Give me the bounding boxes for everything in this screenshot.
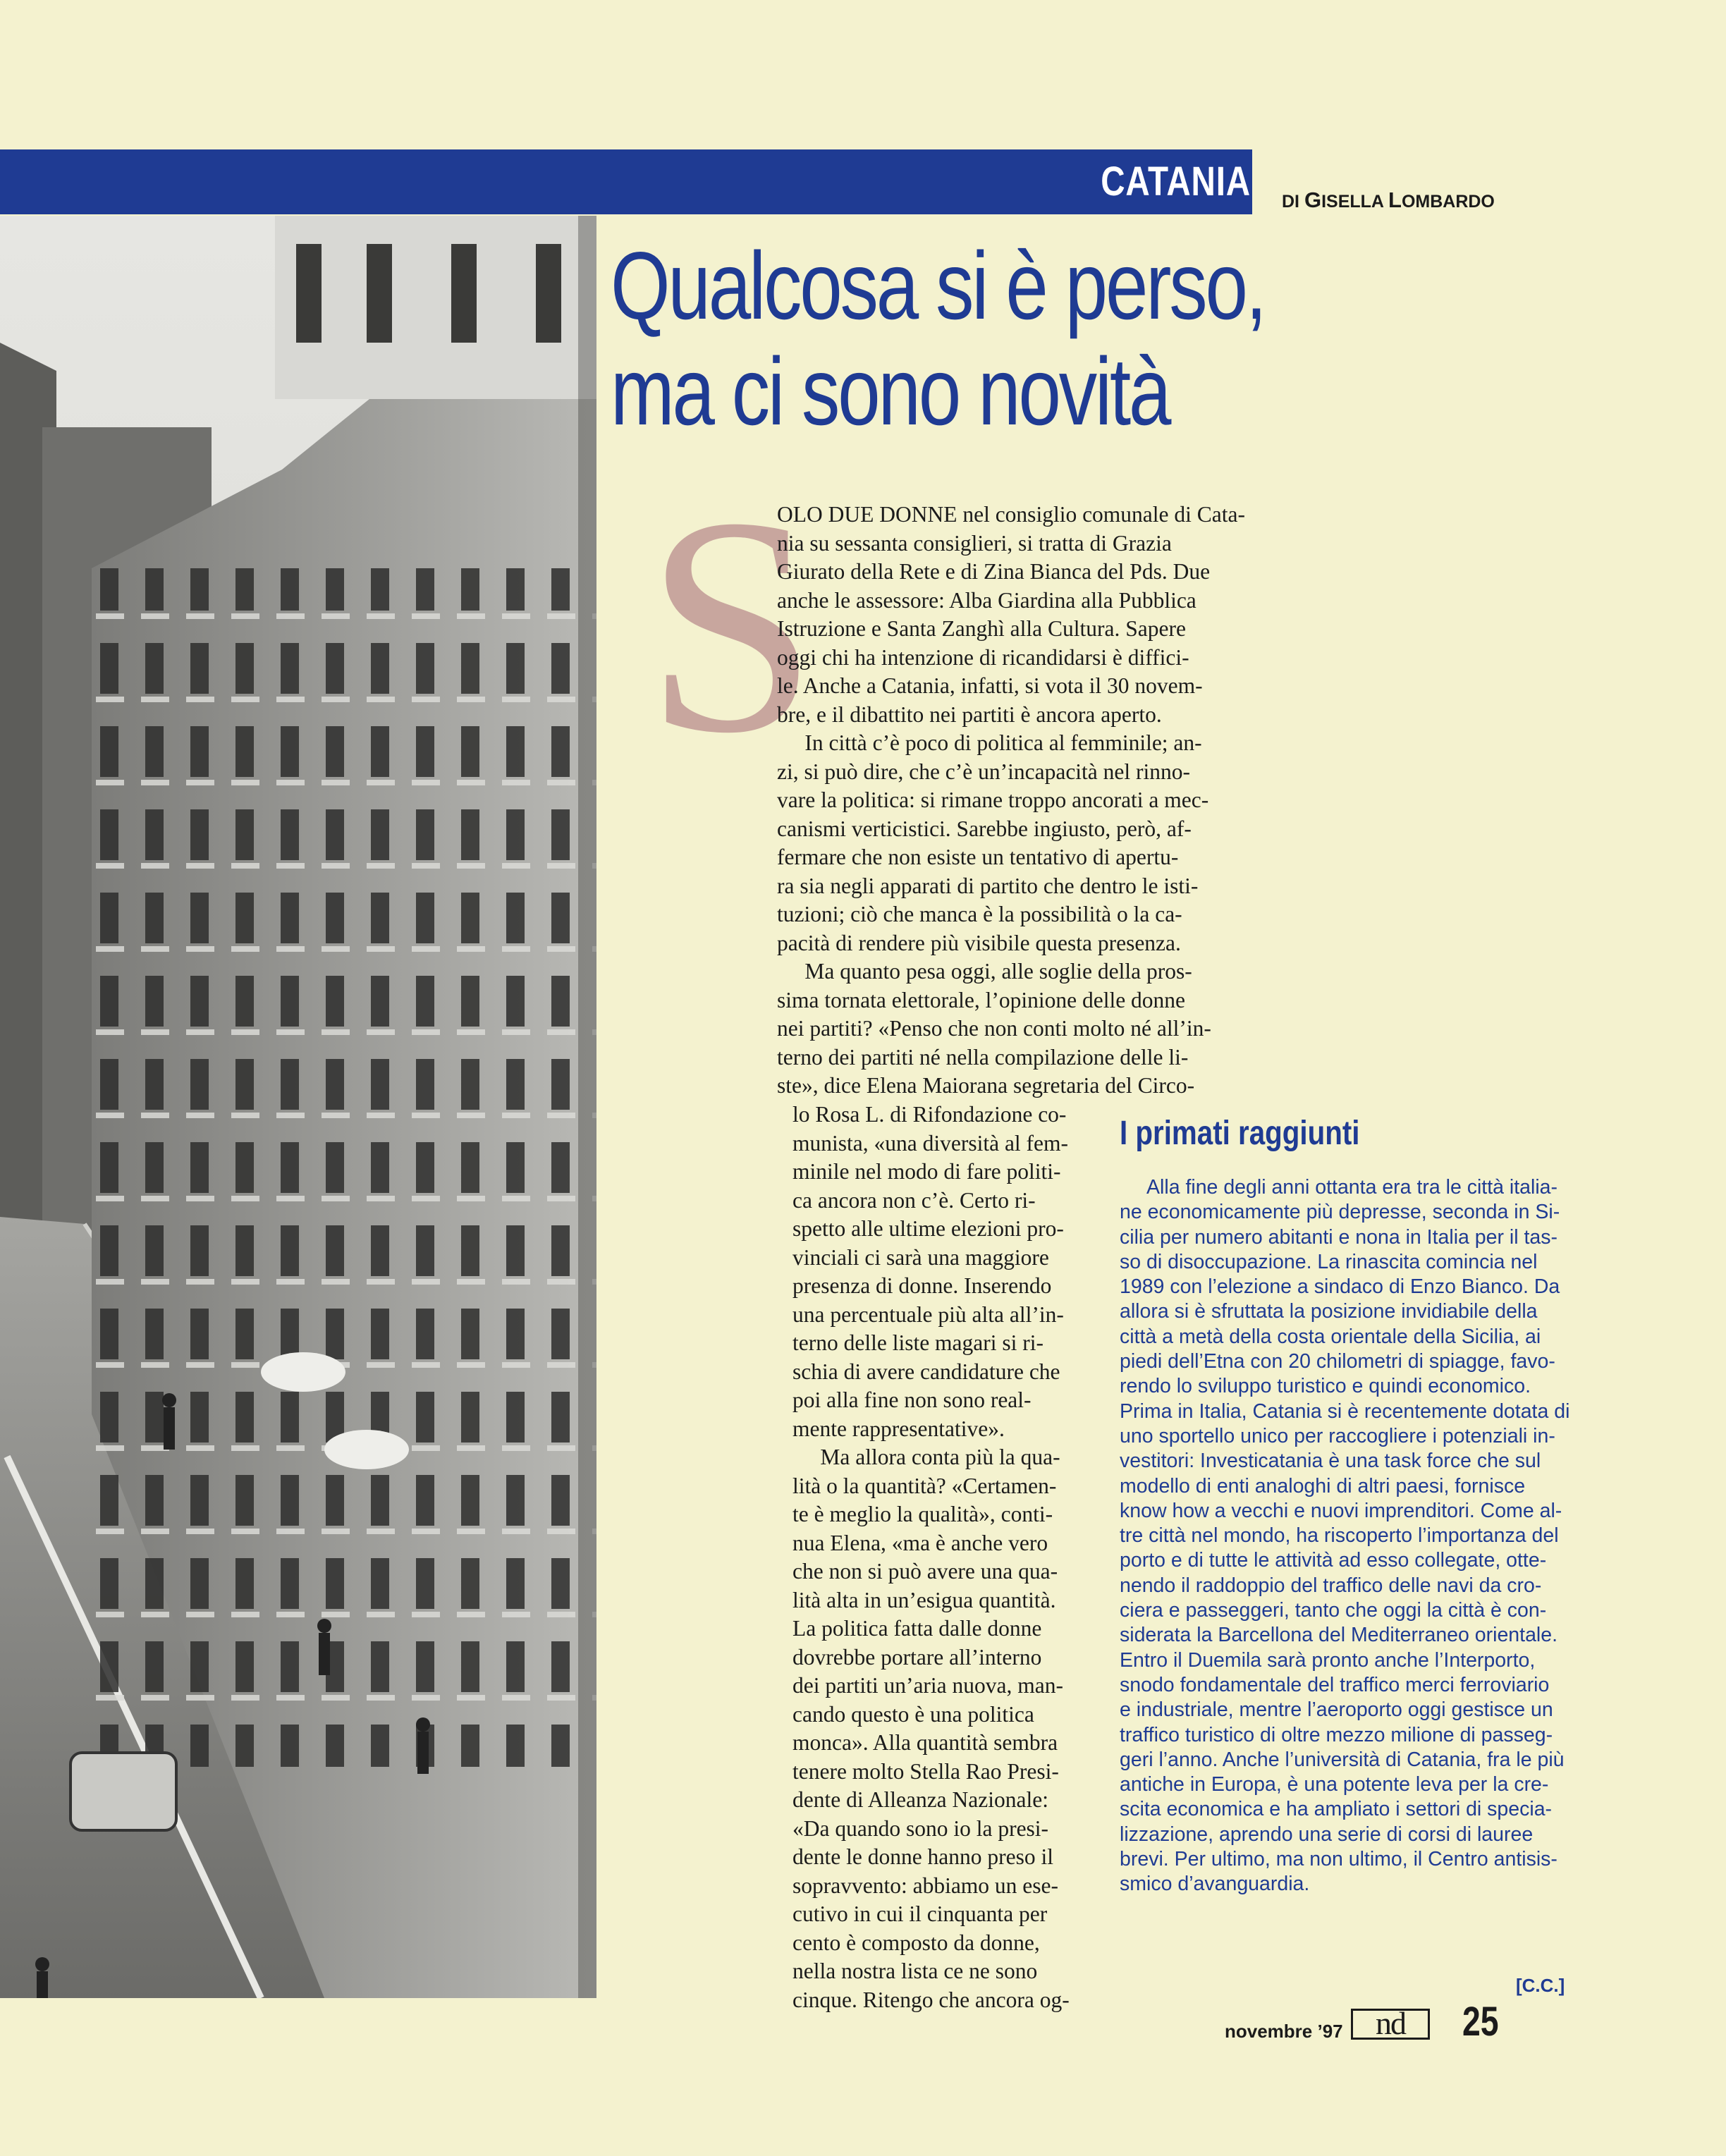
text-line: tre città nel mondo, ha riscoperto l’importanza del [1120, 1524, 1559, 1548]
text-line: lo Rosa L. di Rifondazione co- [792, 1102, 1067, 1127]
magazine-logo: nd [1351, 2009, 1430, 2040]
text-line: ciera e passeggeri, tanto che oggi la città è con- [1120, 1599, 1547, 1622]
page-number: 25 [1462, 1999, 1499, 2045]
section-header-bar [0, 149, 1252, 214]
headline-line-2: ma ci sono novità [611, 338, 1170, 445]
text-line: vare la politica: si rimane troppo ancorati a mec- [777, 788, 1209, 812]
text-line: zi, si può dire, che c’è un’incapacità nel rinno- [777, 759, 1190, 784]
text-line: vinciali ci sarà una maggiore [792, 1244, 1049, 1270]
text-line: monca». Alla quantità sembra [792, 1730, 1058, 1755]
text-line: Entro il Duemila sarà pronto anche l’Interporto, [1120, 1648, 1536, 1672]
text-line: La politica fatta dalle donne [792, 1616, 1042, 1641]
text-line: fermare che non esiste un tentativo di apertu- [777, 845, 1179, 869]
text-line: lità o la quantità? «Certamen- [792, 1473, 1057, 1498]
sidebar-signature: [C.C.] [1516, 1975, 1565, 1996]
text-line: so di disoccupazione. La rinascita comincia nel [1120, 1250, 1538, 1273]
text-line: vestitori: Investicatania è una task force che sul [1120, 1450, 1541, 1473]
text-line: canismi verticistici. Sarebbe ingiusto, però, af- [777, 816, 1192, 841]
text-line: nendo il raddoppio del traffico delle navi da cro- [1120, 1574, 1542, 1597]
text-line: siderata la Barcellona del Mediterraneo orientale. [1120, 1624, 1558, 1647]
text-line: In città c’è poco di politica al femminile; an- [777, 730, 1202, 755]
article-body-narrow [792, 1101, 1070, 2014]
text-line: poi alla fine non sono real- [792, 1388, 1032, 1412]
text-line: cinque. Ritengo che ancora og- [792, 1987, 1070, 2012]
text-line: nella nostra lista ce ne sono [792, 1959, 1038, 1983]
text-line: rendo lo sviluppo turistico e quindi economico. [1120, 1375, 1531, 1398]
text-line: cilia per numero abitanti e nona in Italia per il tas- [1120, 1225, 1558, 1249]
lead-rest: nel consiglio comunale di Cata- [957, 502, 1245, 527]
text-line: «Da quando sono io la presi- [792, 1815, 1049, 1841]
text-line: una percentuale più alta all’in- [792, 1301, 1064, 1327]
text-line: Alla fine degli anni ottanta era tra le città italia- [1120, 1176, 1558, 1199]
text-line: cento è composto da donne, [792, 1930, 1040, 1955]
text-line: nua Elena, «ma è anche vero [792, 1530, 1048, 1555]
text-line: geri l’anno. Anche l’università di Catania, fra le più [1120, 1748, 1565, 1771]
text-line: cando questo è una politica [792, 1701, 1034, 1727]
byline-last-initial: L [1388, 188, 1402, 212]
byline-prefix: DI [1282, 192, 1304, 212]
text-line: dovrebbe portare all’interno [792, 1644, 1042, 1670]
text-line: sima tornata elettorale, l’opinione delle donne [777, 987, 1186, 1012]
text-line: allora si è sfruttata la posizione invidiabile della [1120, 1300, 1538, 1323]
text-line: ca ancora non c’è. Certo ri- [792, 1187, 1036, 1213]
text-line: scita economica e ha ampliato i settori di specia- [1120, 1798, 1553, 1821]
text-line: nia su sessanta consiglieri, si tratta di Grazia [777, 530, 1172, 556]
text-line: snodo fondamentale del traffico merci ferroviario [1120, 1673, 1550, 1696]
drop-cap: S [645, 454, 818, 797]
text-line: spetto alle ultime elezioni pro- [792, 1216, 1064, 1241]
text-line: dente di Alleanza Nazionale: [792, 1787, 1048, 1812]
text-line: te è meglio la qualità», conti- [792, 1502, 1053, 1526]
text-line: sopravvento: abbiamo un ese- [792, 1873, 1059, 1898]
headline-line-1: Qualcosa si è perso, [611, 232, 1265, 339]
text-line: e industriale, mentre l’aeroporto oggi gestisce un [1120, 1698, 1553, 1722]
text-line: ra sia negli apparati di partito che dentro le isti- [777, 873, 1199, 898]
street-photo [0, 216, 596, 1998]
text-line: le. Anche a Catania, infatti, si vota il 30 novem- [777, 673, 1203, 698]
text-line: Ma quanto pesa oggi, alle soglie della pros- [777, 959, 1192, 984]
text-line: terno delle liste magari si ri- [792, 1330, 1044, 1355]
headline [611, 232, 1265, 445]
text-line: ne economicamente più depresse, seconda in Si- [1120, 1201, 1560, 1224]
section-label: CATANIA [1101, 159, 1251, 204]
text-line: lizzazione, aprendo una serie di corsi di lauree [1120, 1823, 1534, 1846]
text-line: dente le donne hanno preso il [792, 1844, 1054, 1869]
text-line: know how a vecchi e nuovi imprenditori. Come al- [1120, 1499, 1562, 1522]
text-line: anche le assessore: Alba Giardina alla Pubblica [777, 587, 1196, 613]
text-line: presenza di donne. Inserendo [792, 1273, 1052, 1298]
byline-first-rest: ISELLA [1321, 192, 1388, 212]
text-line: oggi chi ha intenzione di ricandidarsi è diffici- [777, 644, 1189, 670]
text-line: Istruzione e Santa Zanghì alla Cultura. Sapere [777, 616, 1186, 641]
text-line: Prima in Italia, Catania si è recentemente dotata di [1120, 1399, 1570, 1423]
text-line: bre, e il dibattito nei partiti è ancora aperto. [777, 702, 1162, 727]
byline [1282, 188, 1495, 213]
text-line: tenere molto Stella Rao Presi- [792, 1758, 1059, 1784]
text-line: che non si può avere una qua- [792, 1559, 1058, 1584]
text-line: mente rappresentative». [792, 1416, 1005, 1441]
lead-small-caps: OLO DUE DONNE [777, 502, 957, 527]
text-line: schia di avere candidature che [792, 1359, 1060, 1384]
article-body-top [777, 501, 1245, 1101]
text-line: ste», dice Elena Maiorana segretaria del Circo- [777, 1073, 1195, 1098]
text-line: piedi dell’Etna con 20 chilometri di spiagge, favo- [1120, 1350, 1555, 1373]
text-line: modello di enti analoghi di altri paesi, fornisce [1120, 1474, 1526, 1497]
text-line: 1989 con l’elezione a sindaco di Enzo Bianco. Da [1120, 1275, 1560, 1299]
text-line: smico d’avanguardia. [1120, 1873, 1310, 1896]
text-line: tuzioni; ciò che manca è la possibilità o la ca- [777, 902, 1182, 926]
text-line [777, 501, 1245, 529]
show-through-text [1361, 169, 1366, 197]
sidebar-body [1120, 1175, 1569, 1897]
text-line: minile nel modo di fare politi- [792, 1159, 1061, 1184]
text-line: pacità di rendere più visibile questa presenza. [777, 930, 1181, 955]
text-line: porto e di tutte le attività ad esso collegate, otte- [1120, 1549, 1547, 1572]
text-line: nei partiti? «Penso che non conti molto né all’in- [777, 1016, 1211, 1041]
text-line: antiche in Europa, è una potente leva per la cre- [1120, 1773, 1549, 1796]
footer-date: novembre ’97 [1225, 2021, 1343, 2042]
text-line: uno sportello unico per raccogliere i potenziali in- [1120, 1424, 1555, 1447]
text-line: Giurato della Rete e di Zina Bianca del Pds. Due [777, 559, 1211, 584]
text-line: città a metà della costa orientale della Sicilia, ai [1120, 1325, 1541, 1348]
text-line: munista, «una diversità al fem- [792, 1130, 1069, 1156]
text-line: lità alta in un’esigua quantità. [792, 1587, 1056, 1612]
text-line: cutivo in cui il cinquanta per [792, 1901, 1048, 1926]
byline-last-rest: OMBARDO [1401, 192, 1495, 212]
byline-first-initial: G [1304, 188, 1322, 212]
text-line: terno dei partiti né nella compilazione delle li- [777, 1044, 1189, 1070]
text-line: dei partiti un’aria nuova, man- [792, 1673, 1063, 1698]
text-line: Ma allora conta più la qua- [792, 1445, 1060, 1469]
sidebar-title: I primati raggiunti [1120, 1115, 1360, 1152]
text-line: traffico turistico di oltre mezzo milione di passeg- [1120, 1723, 1553, 1746]
text-line: brevi. Per ultimo, ma non ultimo, il Centro antisis- [1120, 1848, 1557, 1871]
